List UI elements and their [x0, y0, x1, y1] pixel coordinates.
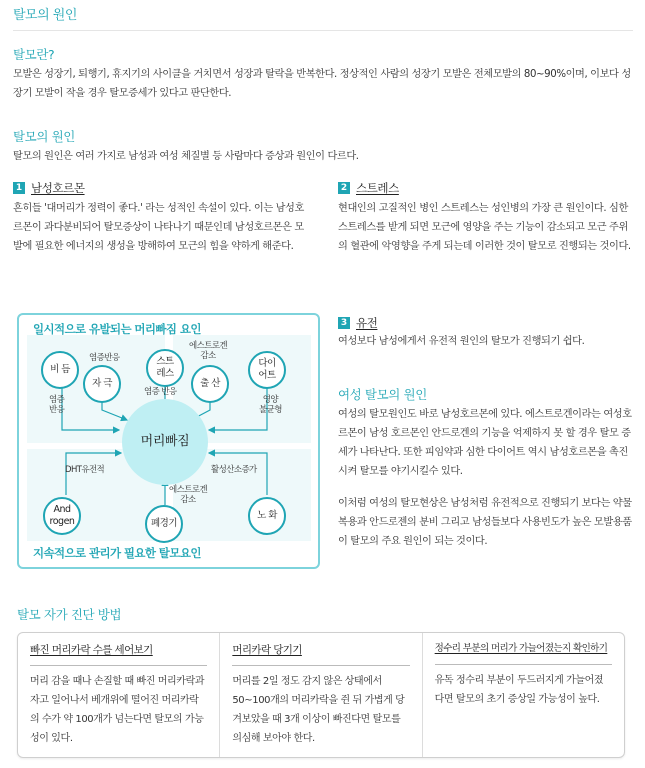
diagram-bottom-label: 지속적으로 관리가 필요한 탈모요인	[33, 546, 201, 560]
diagnosis-column	[18, 633, 220, 757]
diagnosis-column-body: 머리를 2일 정도 감지 않은 상태에서 50~100개의 머리카락을 쥔 뒤 가볍게 당겨보았을 때 3개 이상이 빠진다면 탈모를 의심해 보아야 한다.	[232, 676, 405, 745]
divider	[13, 30, 633, 31]
cause-body-2: 현대인의 고질적인 병인 스트레스는 성인병의 가장 큰 원인이다. 심한 스트레스를 받게 되면 모근에 영양을 주는 기능이 감소되고 모근 주위의 혈관에 악영향을 주게 되는데 이러한 것이 탈모로 진행되는 것이다.	[338, 203, 631, 252]
diagnosis-column-head: 머리카락 당기기	[232, 641, 409, 666]
section-title-causes: 탈모의 원인	[13, 129, 75, 144]
circle-diet: 다이 어트	[248, 351, 286, 389]
self-diagnosis-table	[17, 632, 625, 758]
number-badge: 1	[13, 182, 25, 194]
what-is-body: 모발은 성장기, 퇴행기, 휴지기의 사이클을 거치면서 성장과 탈락을 반복한다. 정상적인 사람의 성장기 모발은 전체모발의 80~90%이며, 이보다 성장기 모발이 작을 경우 탈모증세가 있다고 판단한다.	[13, 69, 631, 99]
cause-title: 남성호르몬	[31, 181, 85, 195]
center-hair-loss: 머리빠짐	[122, 399, 208, 485]
diagnosis-column-body: 유독 정수리 부분이 두드러지게 가늘어졌다면 탈모의 초기 증상일 가능성이 높다.	[434, 674, 604, 705]
cause-body-1: 흔히들 '대머리가 정력이 좋다.' 라는 성적인 속설이 있다. 이는 남성호르몬이 과다분비되어 탈모증상이 나타나기 때문인데 남성호르몬은 모발에 필요한 에너지의 생성을 방해하여 모근의 힘을 약하게 해준다.	[13, 203, 304, 252]
label-free-radical-increase: 활성산소증가	[211, 465, 257, 475]
label-inflammation-1: 염증반응	[89, 353, 120, 363]
diagnosis-column-body: 머리 감을 때나 손질할 때 빠진 머리카락과 자고 일어나서 베개위에 떨어진 머리카락의 수가 약 100개가 넘는다면 탈모의 가능성이 있다.	[30, 676, 205, 745]
circle-aging: 노 화	[248, 497, 286, 535]
cause-heading-3	[338, 313, 377, 333]
cause-title: 유전	[356, 316, 378, 330]
label-dht-genetic: DHT유전적	[65, 465, 105, 475]
label-inflammation-left: 염증 반응	[49, 395, 65, 415]
hair-loss-diagram	[17, 313, 320, 569]
cause-heading-1	[13, 178, 85, 198]
circle-stress: 스트 레스	[146, 349, 184, 387]
diagnosis-column	[423, 633, 624, 757]
label-nutrition-imbalance: 영양 불균형	[259, 395, 282, 415]
section-title-what-is: 탈모란?	[13, 47, 55, 62]
diagnosis-column-head: 빠진 머리카락 수를 세어보기	[30, 641, 207, 666]
cause-heading-2	[338, 178, 399, 198]
cause-title: 스트레스	[356, 181, 399, 195]
causes-intro: 탈모의 원인은 여러 가지로 남성과 여성 체질별 등 사람마다 증상과 원인이 다르다.	[13, 151, 359, 162]
circle-childbirth: 출 산	[191, 365, 229, 403]
circle-androgen: And rogen	[43, 497, 81, 535]
diagram-top-label: 일시적으로 유발되는 머리빠짐 요인	[33, 322, 201, 336]
label-estrogen-decrease-top: 에스트로겐 감소	[189, 341, 228, 361]
number-badge: 2	[338, 182, 350, 194]
section-title-self-diagnosis: 탈모 자가 진단 방법	[17, 607, 122, 622]
female-body-1: 여성의 탈모원인도 바로 남성호르몬에 있다. 에스트로겐이라는 여성호르몬이 남성 호르몬인 안드로겐의 기능을 억제하지 못 할 경우 탈모 증세가 나타난다. 또한 피임약과 심한 다이어트 역시 남성호르몬을 촉진시켜 탈모를 야기시킬수 있다.	[338, 409, 632, 477]
cause-body-3: 여성보다 남성에게서 유전적 원인의 탈모가 진행되기 쉽다.	[338, 336, 585, 347]
page-title: 탈모의 원인	[13, 8, 77, 23]
diagnosis-column-head: 정수리 부분의 머리가 가늘어졌는지 확인하기	[435, 641, 612, 665]
circle-menopause: 폐경기	[145, 505, 183, 543]
diagnosis-column	[220, 633, 422, 757]
number-badge: 3	[338, 317, 350, 329]
circle-dandruff: 비 듬	[41, 351, 79, 389]
label-estrogen-decrease-bottom: 에스트로겐 감소	[169, 485, 208, 505]
label-inflammation-2: 염증 반응	[144, 387, 177, 397]
section-title-female: 여성 탈모의 원인	[338, 387, 427, 402]
female-body-2: 이처럼 여성의 탈모현상은 남성처럼 유전적으로 진행되기 보다는 약물복용과 안드로젠의 분비 그리고 남성들보다 사용빈도가 높은 모발용품이 탈모의 주요 원인이 되는 것이다.	[338, 498, 632, 547]
circle-irritation: 자 극	[83, 365, 121, 403]
